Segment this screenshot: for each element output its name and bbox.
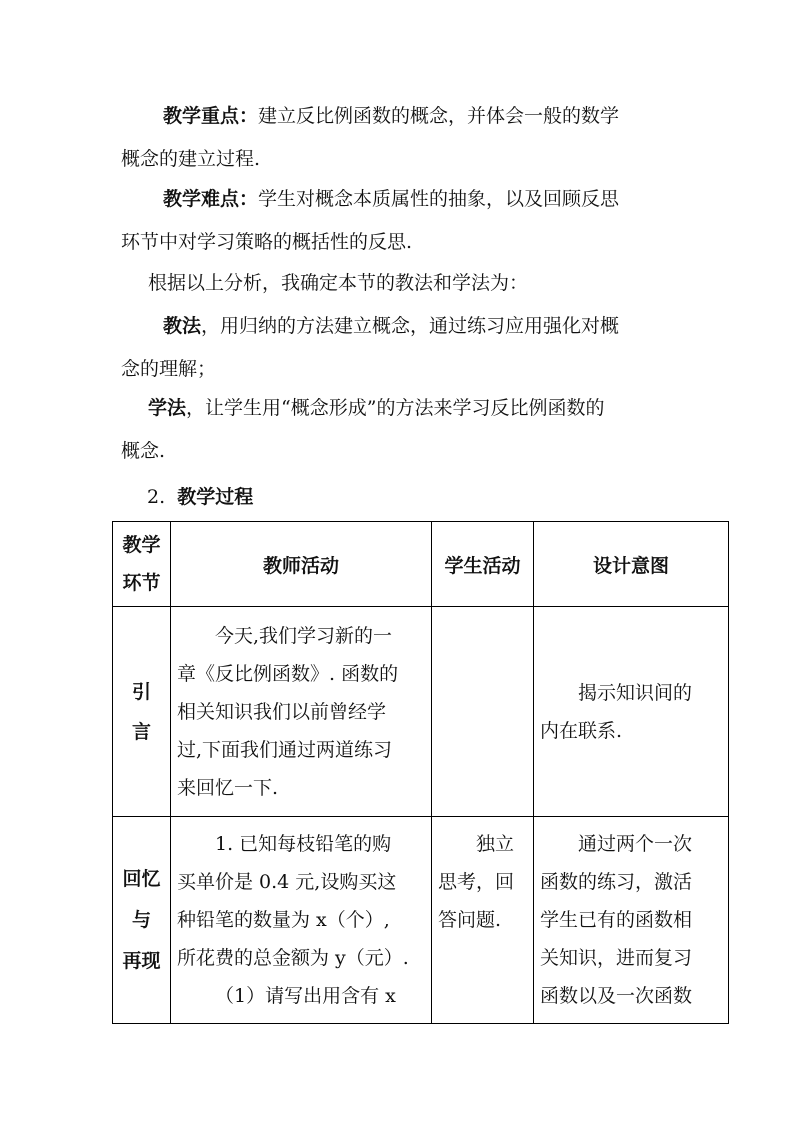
header-design-intent: 设计意图 [534,522,729,607]
teacher-line: 过,下面我们通过两道练习 [177,738,393,761]
analysis-text: 根据以上分析，我确定本节的教法和学法为： [148,272,529,294]
learning-method-label: 学法 [148,397,187,419]
teacher-line: 相关知识我们以前曾经学 [177,700,387,723]
stage-line: 与 [131,908,151,931]
stage-line: 再现 [122,949,161,972]
table-header-row [113,522,729,607]
header-student-activity: 学生活动 [432,522,534,607]
teaching-method-text: ，用归纳的方法建立概念，通过练习应用强化对概 [201,315,620,337]
section-number: 2. [147,486,166,508]
student-activity-cell [432,607,534,817]
stage-cell [113,607,171,817]
key-point-text-cont: 概念的建立过程. [121,148,261,170]
intent-line: 学生已有的函数相 [540,909,693,931]
teacher-activity-cell [171,607,432,817]
intent-line: 关知识，进而复习 [540,947,693,969]
section-title: 教学过程 [177,486,254,508]
teacher-line: 1. 已知每枝铅笔的购 [215,833,392,855]
design-intent-cell [534,817,729,1024]
difficulty-text-cont: 环节中对学习策略的概括性的反思. [121,231,413,253]
learning-method-text-cont: 概念. [121,440,166,462]
teacher-line: 所花费的总金额为 y（元）. [177,947,409,969]
stage-line: 言 [131,720,151,743]
stage-cell [113,817,171,1024]
table-row [113,817,729,1024]
stage-line: 引 [131,680,151,703]
difficulty-label: 教学难点： [163,188,259,210]
teaching-method-text-cont: 念的理解； [121,358,217,380]
teacher-line: （1）请写出用含有 x [215,985,396,1007]
teacher-line: 章《反比例函数》. 函数的 [177,662,399,685]
intent-line: 函数以及一次函数 [540,985,693,1007]
student-line: 思考，回 [438,871,515,893]
header-stage-line-1: 教学 [122,534,161,556]
stage-line: 回忆 [122,867,161,890]
difficulty-text: 学生对概念本质属性的抽象，以及回顾反思 [258,188,620,210]
teacher-activity-cell [171,817,432,1024]
student-line: 答问题. [438,909,502,931]
teacher-line: 种铅笔的数量为 x（个）, [177,909,390,931]
design-intent-cell [534,607,729,817]
table-row [113,607,729,817]
teaching-method-label: 教法 [163,315,202,337]
teaching-process-table [112,521,729,1024]
intent-line: 通过两个一次 [578,833,693,855]
student-line: 独立 [476,833,515,855]
header-teacher-activity: 教师活动 [171,522,432,607]
intent-line: 揭示知识间的 [578,681,693,704]
header-stage-line-2: 环节 [122,572,161,594]
learning-method-text: ，让学生用“概念形成”的方法来学习反比例函数的 [186,397,605,419]
intent-line: 内在联系. [540,719,623,742]
header-stage [113,522,171,607]
teacher-line: 来回忆一下. [177,776,279,799]
section-heading [147,482,253,509]
key-point-text: 建立反比例函数的概念，并体会一般的数学 [258,105,620,127]
student-activity-cell [432,817,534,1024]
key-point-label: 教学重点： [163,105,259,127]
intent-line: 函数的练习，激活 [540,871,693,893]
teacher-line: 今天,我们学习新的一 [215,624,393,647]
teacher-line: 买单价是 0.4 元,设购买这 [177,871,397,893]
